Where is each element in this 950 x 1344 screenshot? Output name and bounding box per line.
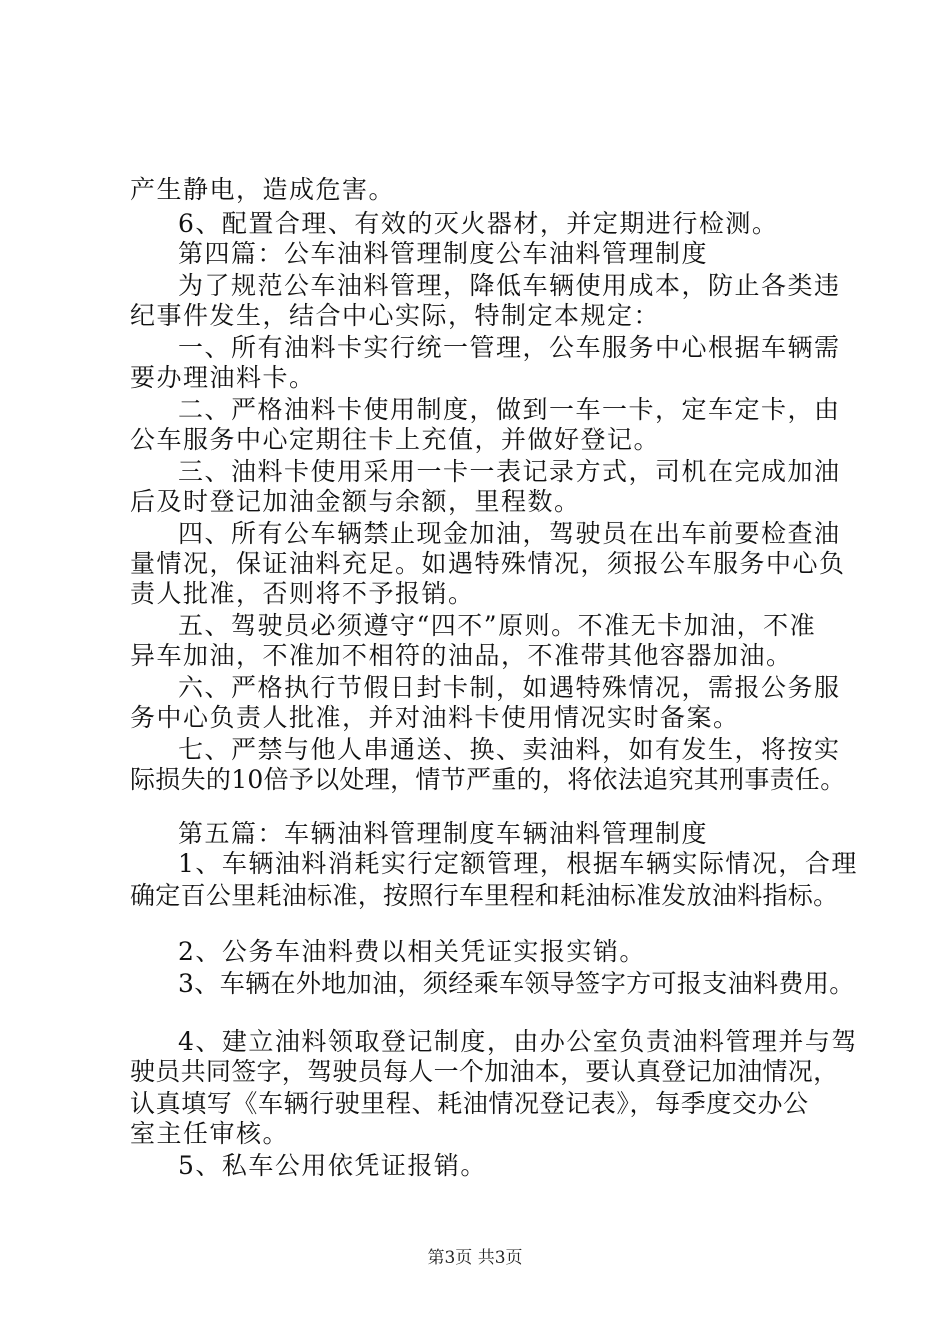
section-heading: 第五篇：车辆油料管理制度车辆油料管理制度 bbox=[178, 819, 709, 848]
text-line: 四、所有公车辆禁止现金加油，驾驶员在出车前要检查油 bbox=[178, 519, 841, 548]
text-line: 三、油料卡使用采用一卡一表记录方式，司机在完成加油 bbox=[178, 457, 841, 486]
text-line: 6、配置合理、有效的灭火器材，并定期进行检测。 bbox=[178, 209, 779, 238]
text-line: 责人批准，否则将不予报销。 bbox=[130, 579, 475, 608]
text-line: 量情况，保证油料充足。如遇特殊情况，须报公车服务中心负 bbox=[130, 549, 846, 578]
page-footer: 第3页 共3页 bbox=[427, 1248, 523, 1268]
text-line: 室主任审核。 bbox=[130, 1119, 290, 1148]
text-line: 异车加油，不准加不相符的油品，不准带其他容器加油。 bbox=[130, 641, 793, 670]
text-line: 产生静电，造成危害。 bbox=[130, 175, 396, 204]
text-line: 一、所有油料卡实行统一管理，公车服务中心根据车辆需 bbox=[178, 333, 841, 362]
text-line: 4、建立油料领取登记制度，由办公室负责油料管理并与驾 bbox=[178, 1027, 858, 1056]
text-line: 5、私车公用依凭证报销。 bbox=[178, 1151, 487, 1180]
text-line: 七、严禁与他人串通送、换、卖油料，如有发生，将按实 bbox=[178, 735, 841, 764]
text-line: 纪事件发生，结合中心实际，特制定本规定： bbox=[130, 301, 661, 330]
text-line: 际损失的10倍予以处理，情节严重的，将依法追究其刑事责任。 bbox=[130, 765, 846, 794]
text-line: 要办理油料卡。 bbox=[130, 363, 316, 392]
text-line: 务中心负责人批准，并对油料卡使用情况实时备案。 bbox=[130, 703, 740, 732]
text-line: 认真填写《车辆行驶里程、耗油情况登记表》，每季度交办公 bbox=[130, 1089, 809, 1118]
text-line: 1、车辆油料消耗实行定额管理，根据车辆实际情况，合理 bbox=[178, 849, 858, 878]
text-line: 公车服务中心定期往卡上充值，并做好登记。 bbox=[130, 425, 661, 454]
text-line: 后及时登记加油金额与余额，里程数。 bbox=[130, 487, 581, 516]
text-line: 2、公务车油料费以相关凭证实报实销。 bbox=[178, 937, 646, 966]
section-heading: 第四篇：公车油料管理制度公车油料管理制度 bbox=[178, 239, 709, 268]
text-line: 确定百公里耗油标准，按照行车里程和耗油标准发放油料指标。 bbox=[130, 881, 839, 910]
text-line: 3、车辆在外地加油，须经乘车领导签字方可报支油料费用。 bbox=[178, 969, 855, 998]
text-line: 六、严格执行节假日封卡制，如遇特殊情况，需报公务服 bbox=[178, 673, 841, 702]
text-line: 五、驾驶员必须遵守“四不”原则。不准无卡加油，不准 bbox=[178, 611, 817, 640]
text-line: 二、严格油料卡使用制度，做到一车一卡，定车定卡，由 bbox=[178, 395, 841, 424]
text-line: 为了规范公车油料管理，降低车辆使用成本，防止各类违 bbox=[178, 271, 841, 300]
text-line: 驶员共同签字，驾驶员每人一个加油本，要认真登记加油情况， bbox=[130, 1057, 839, 1086]
